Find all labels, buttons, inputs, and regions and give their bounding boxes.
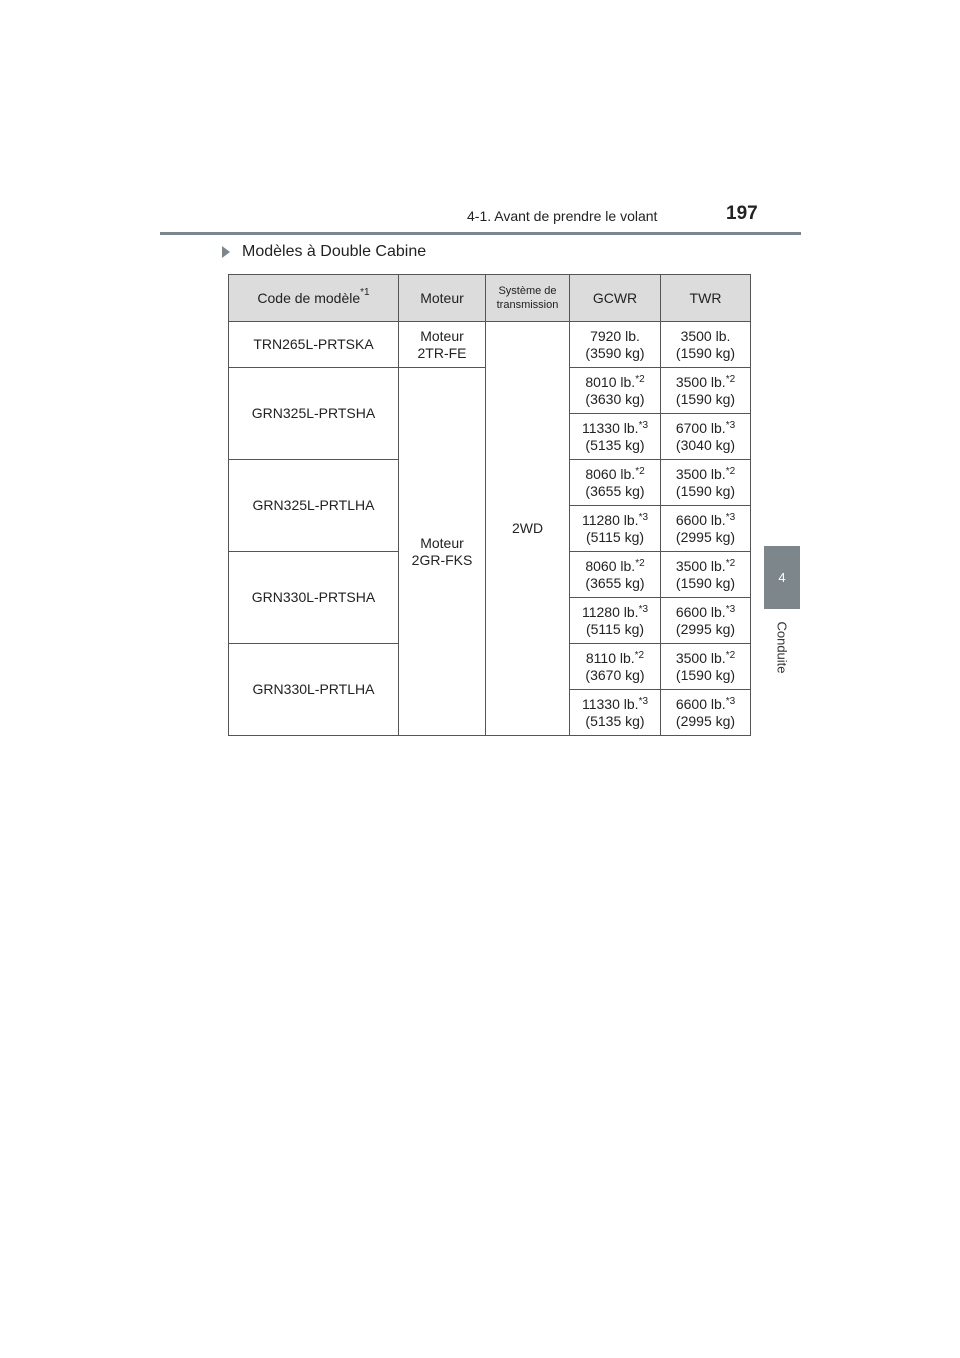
gcwr-cell: 8010 lb.$^{*2}$ (3630 kg): [570, 368, 661, 414]
chapter-label: Conduite: [774, 620, 790, 674]
footnote-mark: *1: [360, 287, 370, 298]
model-code-cell: GRN325L-PRTLHA: [229, 460, 399, 552]
table-row: [229, 322, 751, 368]
header-section-title: 4-1. Avant de prendre le volant: [467, 208, 658, 224]
triangle-bullet-icon: [222, 246, 230, 258]
spec-table: [228, 274, 751, 736]
page-number: 197: [726, 203, 758, 224]
chapter-label-box: [764, 612, 800, 682]
section-title: [222, 243, 426, 261]
model-code-cell: GRN330L-PRTLHA: [229, 644, 399, 736]
gcwr-cell: 11330 lb.$^{*3}$ (5135 kg): [570, 414, 661, 460]
twr-cell: 6600 lb.$^{*3}$ (2995 kg): [661, 690, 751, 736]
model-code-cell: GRN325L-PRTSHA: [229, 368, 399, 460]
gcwr-cell: 8110 lb.$^{*2}$ (3670 kg): [570, 644, 661, 690]
twr-cell: 6600 lb.$^{*3}$ (2995 kg): [661, 598, 751, 644]
twr-cell: 6600 lb.$^{*3}$ (2995 kg): [661, 506, 751, 552]
chapter-tab: [764, 546, 800, 609]
twr-cell: 3500 lb.$^{*2}$ (1590 kg): [661, 460, 751, 506]
twr-cell: 3500 lb.$^{*2}$ (1590 kg): [661, 368, 751, 414]
header-engine: Moteur: [399, 275, 486, 322]
transmission-cell: 2WD: [486, 322, 570, 736]
twr-cell: 3500 lb. (1590 kg): [661, 322, 751, 368]
gcwr-cell: 7920 lb. (3590 kg): [570, 322, 661, 368]
twr-cell: 6700 lb.$^{*3}$ (3040 kg): [661, 414, 751, 460]
gcwr-cell: 11280 lb.$^{*3}$ (5115 kg): [570, 598, 661, 644]
header-twr: TWR: [661, 275, 751, 322]
gcwr-cell: 11280 lb.$^{*3}$ (5115 kg): [570, 506, 661, 552]
twr-cell: 3500 lb.$^{*2}$ (1590 kg): [661, 644, 751, 690]
section-title-text: Modèles à Double Cabine: [242, 243, 427, 260]
gcwr-cell: 11330 lb.$^{*3}$ (5135 kg): [570, 690, 661, 736]
header-gcwr: GCWR: [570, 275, 661, 322]
header-model-code: Code de modèle$^{*1}$: [229, 275, 399, 322]
model-code-cell: GRN330L-PRTSHA: [229, 552, 399, 644]
model-code-cell: TRN265L-PRTSKA: [229, 322, 399, 368]
gcwr-cell: 8060 lb.$^{*2}$ (3655 kg): [570, 460, 661, 506]
chapter-number: 4: [778, 570, 786, 585]
engine-cell: Moteur 2TR-FE: [399, 322, 486, 368]
header-rule: [160, 232, 801, 235]
header-transmission: Système de transmission: [486, 275, 570, 322]
table-header-row: [229, 275, 751, 322]
twr-cell: 3500 lb.$^{*2}$ (1590 kg): [661, 552, 751, 598]
gcwr-cell: 8060 lb.$^{*2}$ (3655 kg): [570, 552, 661, 598]
engine-cell: Moteur 2GR-FKS: [399, 368, 486, 736]
